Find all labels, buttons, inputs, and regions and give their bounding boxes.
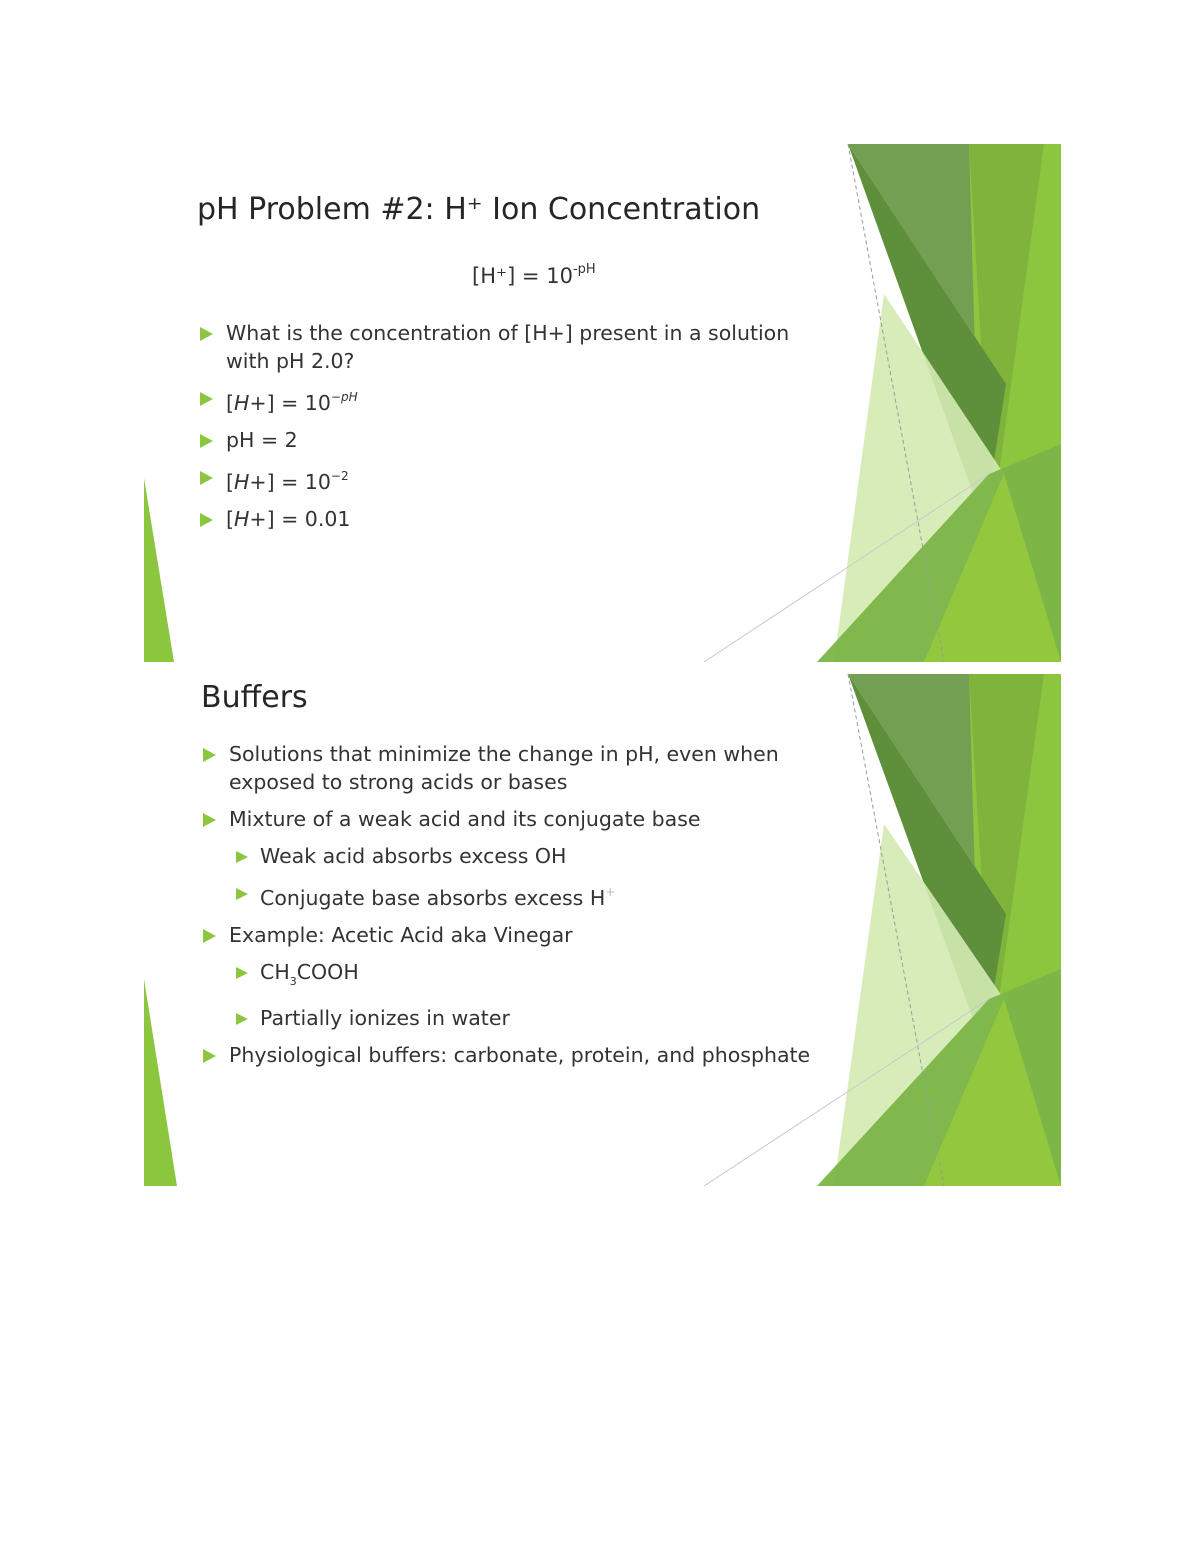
formula-exponent: -pH xyxy=(572,262,596,277)
list-item: Mixture of a weak acid and its conjugate base xyxy=(203,805,893,833)
list-item: Partially ionizes in water xyxy=(203,1004,893,1032)
bullet-arrow-icon xyxy=(203,929,216,943)
bullet-arrow-icon xyxy=(200,327,213,341)
bullet-list xyxy=(200,319,820,542)
bullet-arrow-icon xyxy=(200,434,213,448)
bullet-list xyxy=(203,740,893,1078)
bullet-arrow-icon xyxy=(200,513,213,527)
list-item: $[H+] = 10^{-pH}$ xyxy=(200,384,820,417)
bullet-arrow-icon xyxy=(200,392,213,406)
bullet-arrow-icon xyxy=(200,471,213,485)
slide-title: pH Problem #2: H⁺ Ion Concentration xyxy=(197,192,761,227)
bullet-arrow-icon xyxy=(203,1049,216,1063)
bullet-arrow-icon xyxy=(236,851,248,863)
list-item: [H+] = 0.01 xyxy=(200,505,820,533)
list-item: $[H+] = 10^{-2}$ xyxy=(200,463,820,496)
bullet-arrow-icon xyxy=(203,813,216,827)
bullet-arrow-icon xyxy=(236,888,248,900)
bullet-arrow-icon xyxy=(236,1013,248,1025)
list-item: pH = 2 xyxy=(200,426,820,454)
list-item: Physiological buffers: carbonate, protein, and phosphate xyxy=(203,1041,893,1069)
slide-buffers xyxy=(144,674,1061,1186)
list-item: What is the concentration of [H+] present in a solution with pH 2.0? xyxy=(200,319,820,375)
slide-ph-problem xyxy=(144,144,1061,662)
bullet-arrow-icon xyxy=(203,748,216,762)
list-item: Weak acid absorbs excess OH xyxy=(203,842,893,870)
formula xyxy=(472,264,596,288)
list-item: Conjugate base absorbs excess H+ xyxy=(203,879,893,912)
bullet-arrow-icon xyxy=(236,967,248,979)
list-item: $CH_3COOH$ xyxy=(203,958,893,995)
list-item: Solutions that minimize the change in pH, even when exposed to strong acids or bases xyxy=(203,740,893,796)
list-item: Example: Acetic Acid aka Vinegar xyxy=(203,921,893,949)
slide-title: Buffers xyxy=(201,680,308,715)
formula-base: [H⁺] = 10 xyxy=(472,264,573,288)
